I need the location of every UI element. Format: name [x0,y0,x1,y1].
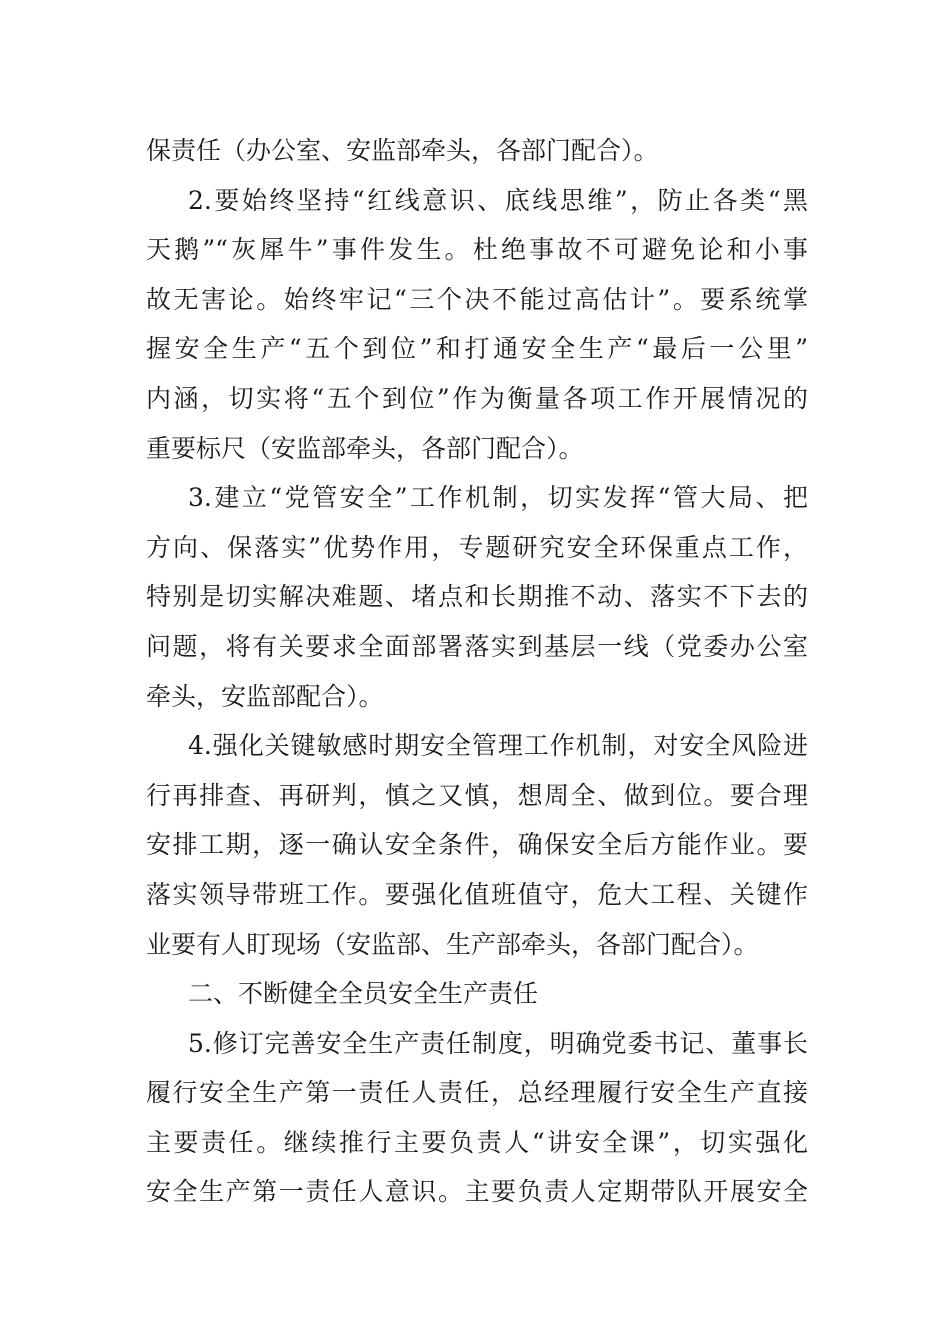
paragraph-line: 保责任（办公室、安监部牵头，各部门配合）。 [146,136,659,165]
section-heading: 二、不断健全全员安全生产责任 [188,979,539,1009]
document-body [146,126,808,1217]
paragraph-line: 安全生产第一责任人意识。主要负责人定期带队开展安全 [146,1177,808,1207]
paragraph-line: 业要有人盯现场（安监部、生产部牵头，各部门配合）。 [146,929,759,959]
paragraph-line: 行再排查、再研判，慎之又慎，想周全、做到位。要合理 [146,780,808,810]
paragraph-line: 落实领导带班工作。要强化值班值守，危大工程、关键作 [146,879,808,909]
paragraph-line: 方向、保落实”优势作用，专题研究安全环保重点工作， [146,532,808,562]
paragraph-line: 问题，将有关要求全面部署落实到基层一线（党委办公室 [146,631,808,661]
paragraph-line: 牵头，安监部配合）。 [146,681,384,711]
paragraph-line: 特别是切实解决难题、堵点和长期推不动、落实不下去的 [146,582,808,612]
paragraph-line: 5.修订完善安全生产责任制度，明确党委书记、董事长 [188,1028,808,1058]
paragraph-line: 主要责任。继续推行主要负责人“讲安全课”，切实强化 [146,1127,808,1157]
paragraph-line: 重要标尺（安监部牵头，各部门配合）。 [146,433,584,463]
paragraph-line: 4.强化关键敏感时期安全管理工作机制，对安全风险进 [188,731,808,761]
paragraph-line: 2.要始终坚持“红线意识、底线思维”，防止各类“黑 [188,185,808,215]
paragraph-line: 安排工期，逐一确认安全条件，确保安全后方能作业。要 [146,830,808,860]
paragraph-line: 握安全生产“五个到位”和打通安全生产“最后一公里” [146,334,808,364]
paragraph-line: 故无害论。始终牢记“三个决不能过高估计”。要系统掌 [146,284,808,314]
paragraph-line: 履行安全生产第一责任人责任，总经理履行安全生产直接 [146,1078,808,1108]
paragraph-line: 3.建立“党管安全”工作机制，切实发挥“管大局、把 [188,483,808,513]
paragraph-line: 天鹅”“灰犀牛”事件发生。杜绝事故不可避免论和小事 [146,235,808,265]
paragraph-line: 内涵，切实将“五个到位”作为衡量各项工作开展情况的 [146,383,808,413]
